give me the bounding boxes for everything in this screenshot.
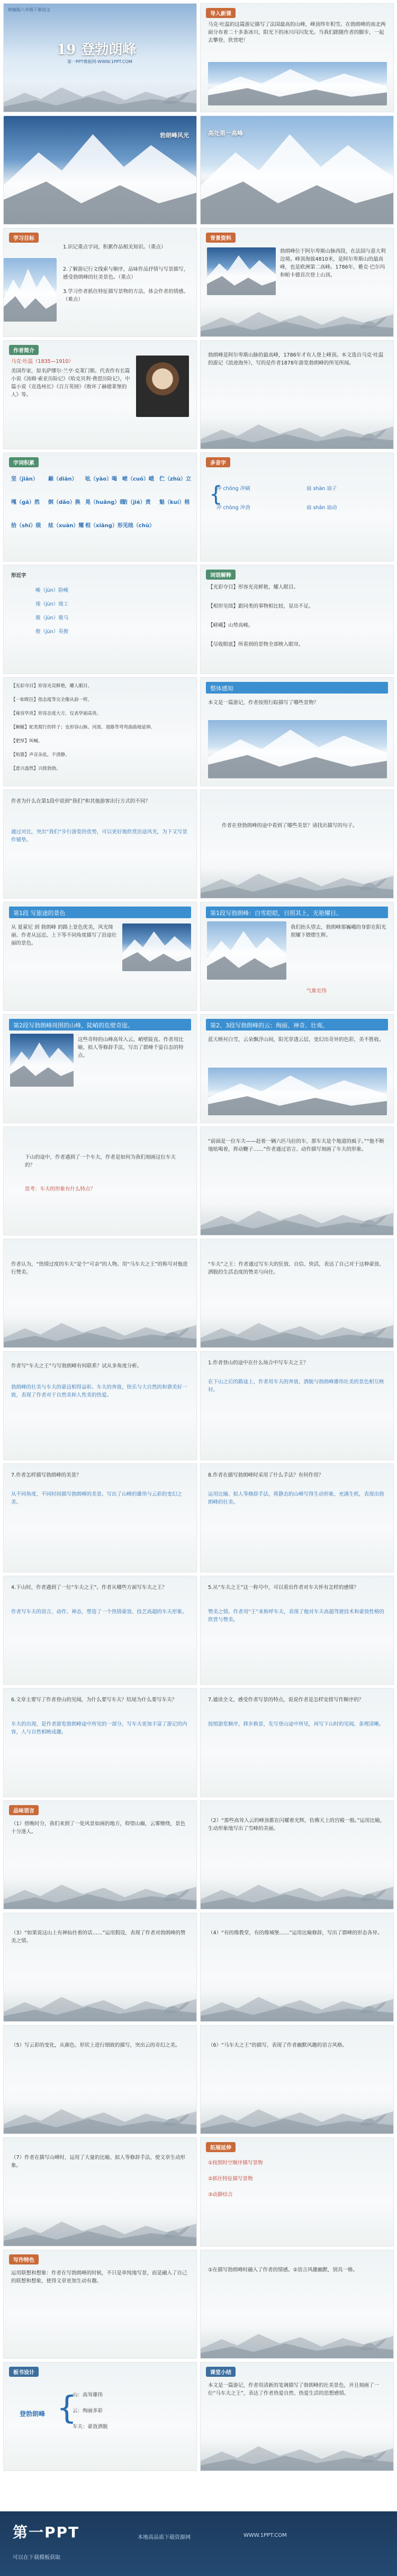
slide-s18[interactable]: [200, 902, 394, 1011]
feature-text: 运用联想和想象：作者在写勃朗峰的时候，不只是单纯地写景，而是融入了自己的联想和想象，使得文章更加生动有趣。: [11, 2270, 187, 2284]
vocab-word: 拾（shí）级: [11, 523, 41, 529]
mountain-photo: [207, 921, 286, 980]
slide-s6[interactable]: [200, 228, 394, 337]
board-center: 登勃朗峰: [20, 2410, 46, 2418]
question-text: 8.作者在描写勃朗峰时采用了什么手法？有何作用？: [208, 1472, 324, 1478]
intro-paragraph: 马克·吐温的这篇游记描写了法国最高的山峰，峰顶终年积雪。在勃朗峰的南北两面分布着二十多条冰川，阳光下的冰川闪闪发光。当我们跟随作者的脚步，一起去攀登、欣赏吧！: [208, 22, 386, 43]
highlight-label: 气象宏伟: [306, 988, 327, 994]
slide-header-bar: 整体感知: [206, 682, 388, 694]
crane-illustration: [160, 2109, 192, 2130]
section-tag: 作者简介: [9, 345, 39, 355]
polyphone-item: 扇 shān 扇动: [306, 505, 337, 511]
section-tag: 写作特色: [9, 2254, 39, 2264]
note-text: 思考：车夫的形象有什么特点？: [25, 1186, 96, 1192]
crane-illustration: [357, 312, 389, 333]
slide-s29[interactable]: [3, 1576, 197, 1685]
slide-s13[interactable]: [3, 677, 197, 786]
learning-goal: 3.学习作者抓住特征描写景物的方法，体会作者的情感。（难点）: [63, 289, 189, 303]
extension-item: ③动静结合: [208, 2192, 233, 2198]
section-tag: 学习目标: [9, 233, 39, 243]
question-text: 4.下山时，作者遇到了一位“车夫之王”。作者从哪些方面写车夫之王？: [11, 1585, 167, 1591]
slide-s35[interactable]: [3, 1913, 197, 2022]
quote-text: （3）“如果说这山上有神仙住着的话……”运用假设，表现了作者对勃朗峰的赞美之情。: [11, 1930, 186, 1944]
slide-s41[interactable]: [3, 2250, 197, 2359]
vocab-word: 倒（dǎo）换: [48, 500, 80, 505]
slide-s30[interactable]: [200, 1576, 394, 1685]
photo-caption: 勃朗峰风光: [160, 132, 189, 139]
question-text: 6.文章主要写了作者登山的见闻，为什么要写车夫？结尾为什么要写车夫？: [11, 1697, 177, 1703]
question-text: 7.通读全文，感受作者写景的特点，说说作者是怎样安排写作顺序的？: [208, 1697, 364, 1703]
lesson-number: 19: [57, 42, 76, 58]
slide-s40[interactable]: [200, 2137, 394, 2246]
section-tag: 字词积累: [9, 457, 39, 467]
feature-text: ①在描写勃朗峰时融入了作者的情感。②语言风趣幽默，别具一格。: [208, 2267, 358, 2273]
slide-s5[interactable]: [3, 228, 197, 337]
similar-char-item: 竣（jùn）竣工: [35, 601, 69, 607]
answer-text: 通过对比，突出“我们”步行游览的优势，可以更好地欣赏沿途风光，为下文写景作铺垫。: [11, 829, 187, 843]
slide-s43[interactable]: [3, 2362, 197, 2471]
slide-s42[interactable]: [200, 2250, 394, 2359]
footer-line: 可以在下载模板获取: [13, 2555, 60, 2561]
board-item: 山：高耸雄伟: [73, 2392, 103, 2398]
crane-illustration: [357, 874, 389, 895]
lesson-title-text: 登勃朗峰: [81, 42, 137, 58]
brace-symbol: {: [209, 482, 223, 507]
term-definition: 【肥厚】叫喊。: [11, 739, 43, 744]
answer-text: 赞美之情。作者用“王”来称呼车夫，表现了他对车夫高超驾驶技术和豪放性格的欣赏与赞美。: [208, 1609, 384, 1623]
slide-s39[interactable]: [3, 2137, 197, 2246]
vocab-word: 坚（jiān）: [11, 476, 38, 482]
slide-s8[interactable]: [200, 340, 394, 449]
section-tag: 课堂小结: [206, 2367, 236, 2377]
slide-s9[interactable]: [3, 452, 197, 562]
slide-s38[interactable]: [200, 2025, 394, 2134]
analysis-text: “车夫”之王：作者通过写车夫的狂放、自信、快活，表达了自己对于这种豪放、洒脱的生活态度的赞美与向往。: [208, 1262, 384, 1275]
slide-s20[interactable]: [200, 1014, 394, 1123]
slide-s12[interactable]: [200, 565, 394, 674]
similar-char-item: 骏（jùn）骏马: [35, 615, 69, 621]
learning-goal: 2.了解游记行文线索与顺序，品味作品抒情与写景描写，感受勃朗峰的壮美景色。（重点）: [63, 267, 189, 280]
similar-char-item: 俊（jùn）英俊: [35, 629, 69, 635]
slide-header-bar: 第1段写勃朗峰：白雪皑皑，日照其上，光艳耀目。: [206, 907, 388, 918]
slide-s34[interactable]: [200, 1800, 394, 1909]
term-definition: 【意兴盎然】兴致勃勃。: [11, 766, 61, 771]
crane-illustration: [357, 1885, 389, 1906]
question-text: 下山的途中，作者遇到了一个车夫，作者是如何为我们刻画这位车夫的？: [25, 1154, 176, 1168]
term-definition: 【光彩夺目】形容光亮鲜艳，耀人眼目。: [208, 584, 299, 590]
slide-s36[interactable]: [200, 1913, 394, 2022]
slide-s31[interactable]: [3, 1688, 197, 1797]
crane-illustration: [160, 2222, 192, 2243]
answer-text: 运用比喻、拟人等修辞手法，将静态的山峰写得生动形象，充满生机，表现出勃朗峰的壮美。: [208, 1491, 384, 1505]
slide-s24[interactable]: [200, 1239, 394, 1348]
term-definition: 【相形见绌】跟同类的事物相比较，显出不足。: [208, 603, 314, 609]
slide-s27[interactable]: [3, 1463, 197, 1573]
term-definition: 【喧嚣】声音杂乱，不清静。: [11, 752, 70, 758]
photo-caption: 高处第一高峰: [208, 130, 243, 137]
answer-text: 按照游览顺序，移步换景，先写登山途中所见，再写下山时的见闻，条理清晰。: [208, 1721, 384, 1727]
similar-char-item: 峻（jùn）险峻: [35, 588, 69, 593]
crane-illustration: [357, 2109, 389, 2130]
site-label: 第一PPT模板网-WWW.1PPT.COM: [67, 59, 132, 64]
slide-s21[interactable]: [3, 1126, 197, 1236]
mountain-photo: [208, 1068, 387, 1115]
site-footer-banner: [0, 2511, 397, 2576]
vocab-word: 吆（yāo）喝: [85, 476, 118, 482]
vocab-word: 相（xiāng）形见绌（chù）: [85, 523, 155, 529]
answer-text: 在下山之后的路途上，作者用车夫的奔放、洒脱与勃朗峰雄伟壮美的景色相互映衬。: [208, 1379, 384, 1393]
polyphone-item: 冲 chòng 冲劲: [216, 505, 250, 511]
extension-item: ②抓住特征描写景物: [208, 2176, 253, 2182]
slide-s25[interactable]: [3, 1351, 197, 1460]
board-item: 车夫：豪放洒脱: [73, 2424, 108, 2430]
vocab-word: 嘎（gā）然: [11, 500, 40, 505]
author-name: 马克·吐温（1835—1910）: [11, 359, 74, 365]
learning-goal: 1.识记重点字词，积累作品相关知识。（重点）: [63, 244, 166, 250]
slide-s23[interactable]: [3, 1239, 197, 1348]
crane-illustration: [357, 2446, 389, 2467]
question-text: 1.作者登山的途中在什么场合中写车夫之王？: [208, 1360, 309, 1366]
analysis-text: 蓝天映衬白雪，云朵飘浮山间，阳光穿透云层，变幻出奇异的色彩，美不胜收。: [208, 1037, 384, 1043]
slide-s37[interactable]: [3, 2025, 197, 2134]
polyphone-item: 冲 chōng 冲刷: [216, 486, 250, 492]
section-tag: 背景资料: [206, 233, 236, 243]
quote-text: （6）“马车夫之王”的描写，表现了作者幽默风趣的语言风格。: [208, 2042, 347, 2048]
quote-text: （7）作者在描写山峰时，运用了大量的比喻、拟人等修辞手法，使文章生动形象。: [11, 2155, 186, 2169]
analysis-text: “前面是一位车夫——赶着一辆六匹马拉的车，那车夫是个地道的疯子。”“他不断地吆喝着，挥动鞭子……”作者通过语言、动作描写刻画了车夫的形象。: [208, 1139, 385, 1152]
mountain-photo: [10, 1034, 74, 1087]
term-definition: 【嵯峨】山势高峻。: [208, 623, 254, 628]
section-tag: 词语解释: [206, 570, 236, 580]
question-text: 5.从“车夫之王”这一称号中，可以看出作者对车夫怀有怎样的感情？: [208, 1585, 359, 1591]
term-definition: 【尽收眼底】所看到的景物全部映入眼帘。: [208, 642, 304, 647]
section-tag: 多音字: [206, 457, 230, 467]
vocab-word: 炫（xuàn）耀: [48, 523, 84, 529]
author-portrait: [136, 356, 189, 417]
vocab-word: 嵯（cuó）峨: [122, 476, 154, 482]
quote-text: （4）“有的像教堂，有的像城堡……”运用比喻修辞，写出了群峰的形态各异。: [208, 1930, 383, 1936]
polyphone-item: 扇 shàn 扇子: [306, 486, 337, 492]
question-text: 7.作者怎样描写勃朗峰的美景？: [11, 1472, 82, 1478]
analysis-text: 从 夏蒙尼 到 勃朗峰 的路上景色优美，风光绮丽。作者从远近、上下等不同角度描写了沿途壮丽的景色。: [11, 925, 117, 946]
analysis-text: 作者认为，“热情过度的车夫”是个“可亲”的人物。用“马车夫之王”的称号对他进行赞美。: [11, 1262, 188, 1275]
slide-s32[interactable]: [200, 1688, 394, 1797]
section-tag: 拓展延伸: [206, 2142, 236, 2152]
vocab-word: 晃（huǎng）眼: [85, 500, 125, 505]
question-text: 作者在登勃朗峰的途中看到了哪些美景？请找出描写的句子。: [222, 823, 358, 829]
answer-text: 作者写车夫的语言、动作、神态，塑造了一个热情豪放、技艺高超的车夫形象。: [11, 1609, 187, 1615]
slide-s11[interactable]: [3, 565, 197, 674]
mountain-photo: [4, 258, 57, 322]
footer-line: 本地高品质下载资源网: [138, 2535, 191, 2541]
slide-title: 形近字: [11, 573, 26, 579]
crane-illustration: [160, 1885, 192, 1906]
slide-s10[interactable]: [200, 452, 394, 562]
vocab-word: 诘（jié）责: [122, 500, 151, 505]
slide-s28[interactable]: [200, 1463, 394, 1573]
slide-s17[interactable]: [3, 902, 197, 1011]
quote-text: （1）傍晚时分，我们来到了一处风景如画的地方，仰望山巅，云雾缭绕，景色十分迷人。: [11, 1821, 186, 1835]
vocab-word: 巅（diān）: [48, 476, 77, 482]
crane-illustration: [357, 1323, 389, 1344]
author-bio: 美国作家，原名萨缪尔·兰亨·克莱门斯。代表作有长篇小说《汤姆·索亚历险记》《哈克贝利·费恩历险记》，中篇小说《竞选州长》《百万英镑》《败坏了赫德莱堡的人》等。: [11, 368, 130, 398]
mountain-photo: [122, 923, 191, 971]
slide-s22[interactable]: [200, 1126, 394, 1236]
slide-s1[interactable]: [3, 3, 197, 112]
slide-s26[interactable]: [200, 1351, 394, 1460]
slide-s2[interactable]: [200, 3, 394, 112]
mountain-photo: [208, 62, 387, 105]
brand-logo: 第一PPT: [13, 2524, 80, 2541]
slide-header-bar: 第2段写勃朗峰周围的山峰，陡峭的危壁奇崖。: [9, 1019, 191, 1031]
slide-header-bar: 第1段 写旅途的景色: [9, 907, 191, 918]
slide-header-bar: 第2、3段写勃朗峰的云：绚丽、神奇、壮观。: [206, 1019, 388, 1031]
crane-illustration: [357, 2334, 389, 2355]
term-definition: 【雍容华贵】形容态度大方，仪表华丽高贵。: [11, 711, 102, 716]
footer-line: WWW.1PPT.COM: [243, 2533, 287, 2538]
question-text: 作者为什么在第1段中说到“我们”和其他游客出行方式的不同？: [11, 798, 150, 804]
section-tag: 品味语言: [9, 1805, 39, 1815]
slide-s44[interactable]: [200, 2362, 394, 2471]
mountain-photo: [207, 247, 276, 295]
crane-illustration: [357, 1211, 389, 1232]
course-label: 统编版八年级下册语文: [8, 7, 50, 12]
brace-symbol: {: [57, 2390, 77, 2427]
vocab-word: 伫（zhù）立: [159, 476, 192, 482]
board-item: 云：绚丽多彩: [73, 2408, 103, 2414]
answer-text: 从不同角度、不同时间描写勃朗峰的美景。写出了山峰的雄伟与云彩的变幻之美。: [11, 1491, 183, 1505]
question-text: 作者写“车夫之王”与写勃朗峰有何联系？试从多角度分析。: [11, 1363, 142, 1369]
slide-s7[interactable]: [3, 340, 197, 449]
lesson-title: [57, 39, 136, 58]
mountain-photo: [208, 720, 387, 778]
crane-illustration: [357, 424, 389, 446]
slide-s15[interactable]: [3, 789, 197, 899]
background-text: 勃朗峰是阿尔卑斯山脉的最高峰，1786年才有人登上峰顶。本文选自马克·吐温的游记《浪迹海外》，写的是作者1878年游览勃朗峰的所见所闻。: [208, 352, 384, 366]
section-tag: 板书设计: [9, 2367, 39, 2377]
quote-text: （2）“那些高耸入云的峰顶都在闪耀着光辉，仿佛天上的宫殿一般。”运用比喻，生动形象地写出了雪峰的美丽。: [208, 1818, 385, 1832]
slide-s33[interactable]: [3, 1800, 197, 1909]
slide-s3[interactable]: [3, 116, 197, 225]
crane-illustration: [357, 1997, 389, 2018]
slide-s14[interactable]: [200, 677, 394, 786]
crane-illustration: [160, 1997, 192, 2018]
background-text: 勃朗峰位于阿尔卑斯山脉西段，在法国与意大利边境。峰顶海拔4810米，是阿尔卑斯山的最高峰，也是欧洲第二高峰。1786年，雅克·巴尔玛和帕卡德首次登上山顶。: [280, 248, 386, 278]
analysis-text: 我们抬头望去，勃朗峰那巍峨的身影在阳光照耀下熠熠生辉。: [291, 925, 386, 938]
crane-illustration: [160, 1323, 192, 1344]
question-text: 本文是一篇游记，作者按照行踪描写了哪些景物？: [208, 700, 319, 706]
analysis-text: 这些奇特的山峰高耸入云，峭壁陡直。作者用比喻、拟人等修辞手法，写出了群峰千姿百态的特点。: [78, 1037, 184, 1059]
slide-s4[interactable]: [200, 116, 394, 225]
answer-text: 车夫的出现，是作者游览勃朗峰途中所见的一部分。写车夫更加丰富了游记的内容，人与自然相映成趣。: [11, 1721, 187, 1735]
slide-s16[interactable]: [200, 789, 394, 899]
term-definition: 【光彩夺目】形容光亮鲜艳，耀人眼目。: [11, 683, 93, 689]
extension-item: ①按照时空顺序描写景物: [208, 2160, 263, 2166]
vocab-word: 魁（kuí）梧: [159, 500, 190, 505]
slide-s19[interactable]: [3, 1014, 197, 1123]
quote-text: （5）写云彩的变化，从颜色、形状上进行细致的描写，突出云的奇幻之美。: [11, 2042, 181, 2048]
answer-text: 勃朗峰的壮美与车夫的豪迈相得益彰。车夫的奔放、快乐与大自然的和谐美好一致，表现了作者对于自然美和人性美的热爱。: [11, 1384, 187, 1398]
term-definition: 【蜿蜒】蛇类爬行的样子；也形容山脉、河流、道路等弯弯曲曲地延伸。: [11, 725, 156, 730]
term-definition: 【一如既往】指态度等完全像从前一样。: [11, 697, 93, 703]
crane-illustration: [160, 87, 192, 109]
section-tag: 导入新课: [206, 8, 236, 18]
summary-text: 本文是一篇游记，作者用清新的笔调描写了勃朗峰的壮美景色，并且刻画了一位“马车夫之王”，表达了作者热爱自然、热爱生活的思想感情。: [208, 2383, 380, 2396]
